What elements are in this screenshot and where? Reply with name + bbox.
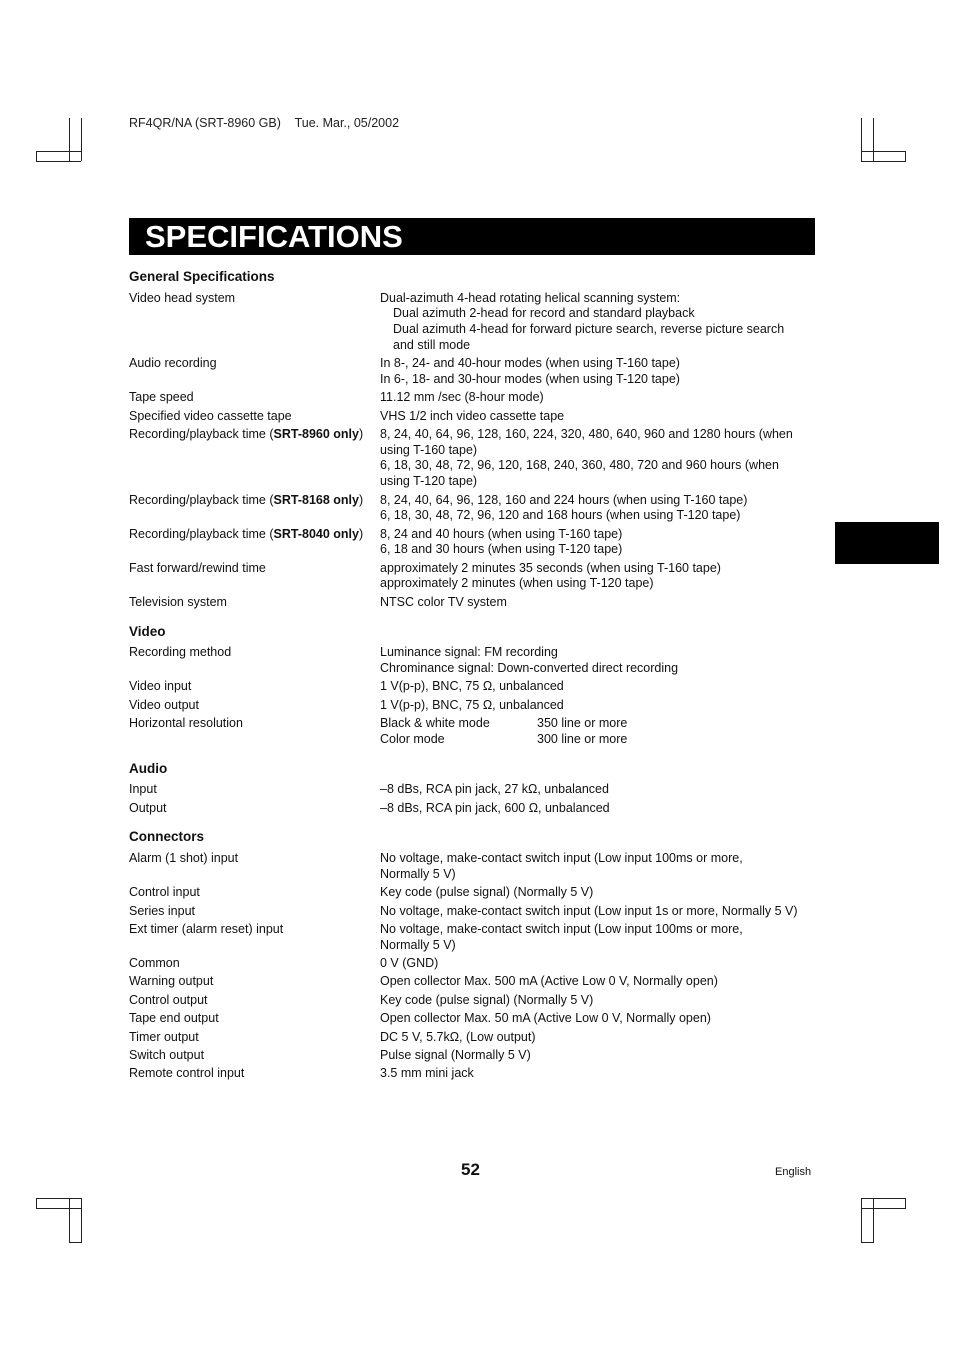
spec-row-warning-output bbox=[129, 974, 819, 990]
spec-row-common bbox=[129, 956, 819, 972]
spec-value: Open collector Max. 500 mA (Active Low 0 V, Normally open) bbox=[380, 974, 718, 989]
spec-row-remote-control-input bbox=[129, 1066, 819, 1082]
spec-label-text: ) bbox=[358, 492, 364, 507]
spec-label: Warning output bbox=[129, 974, 214, 989]
spec-row-control-output bbox=[129, 993, 819, 1009]
spec-value-line: Dual-azimuth 4-head rotating helical scanning system: bbox=[380, 290, 681, 305]
spec-value-line: In 8-, 24- and 40-hour modes (when using T-160 tape) bbox=[380, 356, 680, 371]
spec-row-ext-timer-input bbox=[129, 922, 819, 953]
spec-value-line: No voltage, make-contact switch input (Low input 100ms or more, bbox=[380, 921, 743, 936]
section-heading-video: Video bbox=[129, 623, 166, 639]
spec-value-line: 6, 18 and 30 hours (when using T-120 tape) bbox=[380, 542, 623, 557]
spec-row-rec-time-8040 bbox=[129, 527, 819, 558]
spec-value bbox=[380, 493, 819, 524]
spec-label: Control output bbox=[129, 992, 208, 1007]
spec-value-line: approximately 2 minutes (when using T-120 tape) bbox=[380, 576, 654, 591]
spec-label bbox=[129, 493, 380, 524]
mode-value: 300 line or more bbox=[537, 731, 628, 746]
spec-row-video-output bbox=[129, 698, 819, 714]
spec-value: 3.5 mm mini jack bbox=[380, 1066, 474, 1081]
spec-row-audio-input bbox=[129, 782, 819, 798]
spec-row-tv-system bbox=[129, 595, 819, 611]
spec-value-line: Normally 5 V) bbox=[380, 937, 456, 952]
spec-label: Output bbox=[129, 800, 167, 815]
mode-label: Color mode bbox=[380, 731, 445, 746]
spec-value bbox=[380, 427, 819, 490]
spec-value bbox=[380, 561, 819, 592]
spec-label: Timer output bbox=[129, 1029, 199, 1044]
spec-label: Video output bbox=[129, 697, 199, 712]
spec-value-line: 6, 18, 30, 48, 72, 96, 120 and 168 hours (when using T-120 tape) bbox=[380, 508, 741, 523]
spec-label: Recording method bbox=[129, 645, 232, 660]
spec-label: Fast forward/rewind time bbox=[129, 560, 266, 575]
section-heading-general: General Specifications bbox=[129, 269, 275, 284]
spec-label: Audio recording bbox=[129, 356, 217, 371]
spec-value bbox=[380, 645, 819, 676]
spec-value-line: Dual azimuth 4-head for forward picture search, reverse picture search bbox=[393, 322, 785, 337]
spec-row-rec-time-8960 bbox=[129, 427, 819, 490]
crop-mark-top-left-h bbox=[36, 151, 81, 162]
spec-label: Remote control input bbox=[129, 1066, 245, 1081]
spec-value-line: approximately 2 minutes 35 seconds (when using T-160 tape) bbox=[380, 560, 721, 575]
spec-label-text: Recording/playback time ( bbox=[129, 526, 274, 541]
section-tab-marker bbox=[835, 522, 939, 564]
section-heading-connectors: Connectors bbox=[129, 829, 205, 845]
spec-row-timer-output bbox=[129, 1030, 819, 1046]
spec-row-series-input bbox=[129, 904, 819, 920]
page-title: SPECIFICATIONS bbox=[129, 218, 815, 255]
spec-value-line: 8, 24 and 40 hours (when using T-160 tape) bbox=[380, 526, 623, 541]
spec-value-line: No voltage, make-contact switch input (Low input 100ms or more, bbox=[380, 851, 743, 866]
spec-row-audio-output bbox=[129, 801, 819, 817]
spec-label-text: Recording/playback time ( bbox=[129, 427, 274, 442]
spec-row-rec-time-8168 bbox=[129, 493, 819, 524]
spec-label-text: ) bbox=[358, 526, 364, 541]
resolution-subrow bbox=[380, 732, 819, 748]
spec-label: Specified video cassette tape bbox=[129, 408, 292, 423]
spec-value-line: 8, 24, 40, 64, 96, 128, 160, 224, 320, 480, 640, 960 and 1280 hours (when bbox=[380, 427, 793, 442]
spec-row-horizontal-resolution bbox=[129, 716, 819, 747]
spec-row-alarm-input bbox=[129, 851, 819, 882]
spec-value: –8 dBs, RCA pin jack, 27 kΩ, unbalanced bbox=[380, 782, 609, 797]
spec-value-line: 8, 24, 40, 64, 96, 128, 160 and 224 hours (when using T-160 tape) bbox=[380, 492, 748, 507]
spec-value-line: In 6-, 18- and 30-hour modes (when using T-120 tape) bbox=[380, 371, 680, 386]
resolution-subrow bbox=[380, 716, 819, 732]
spec-content bbox=[129, 269, 819, 1085]
spec-label bbox=[129, 427, 380, 490]
spec-value: Pulse signal (Normally 5 V) bbox=[380, 1047, 531, 1062]
spec-value bbox=[380, 716, 819, 747]
spec-label: Alarm (1 shot) input bbox=[129, 851, 239, 866]
spec-value-line: Chrominance signal: Down-converted direct recording bbox=[380, 660, 679, 675]
spec-label: Tape speed bbox=[129, 390, 194, 405]
model-name: SRT-8168 only bbox=[273, 492, 359, 507]
spec-value bbox=[380, 527, 819, 558]
spec-label: Common bbox=[129, 956, 180, 971]
crop-mark-bottom-right-v bbox=[861, 1198, 874, 1243]
spec-value-line: using T-160 tape) bbox=[380, 442, 478, 457]
spec-value: 11.12 mm /sec (8-hour mode) bbox=[380, 390, 544, 405]
spec-label: Series input bbox=[129, 903, 196, 918]
section-heading-audio: Audio bbox=[129, 760, 168, 776]
spec-value-line: 6, 18, 30, 48, 72, 96, 120, 168, 240, 360, 480, 720 and 960 hours (when bbox=[380, 458, 779, 473]
spec-row-control-input bbox=[129, 885, 819, 901]
spec-value: Key code (pulse signal) (Normally 5 V) bbox=[380, 992, 594, 1007]
crop-mark-top-right-h bbox=[861, 151, 906, 162]
spec-value: Open collector Max. 50 mA (Active Low 0 V, Normally open) bbox=[380, 1011, 711, 1026]
document-reference: RF4QR/NA (SRT-8960 GB) Tue. Mar., 05/2002 bbox=[129, 116, 400, 130]
page-number: 52 bbox=[461, 1160, 480, 1179]
spec-label: Switch output bbox=[129, 1047, 205, 1062]
spec-value-line: Luminance signal: FM recording bbox=[380, 645, 558, 660]
spec-value-line: using T-120 tape) bbox=[380, 474, 478, 489]
mode-label: Black & white mode bbox=[380, 716, 490, 731]
spec-value bbox=[380, 851, 819, 882]
spec-label: Control input bbox=[129, 885, 200, 900]
spec-row-video-input bbox=[129, 679, 819, 695]
spec-row-recording-method bbox=[129, 645, 819, 676]
spec-value: VHS 1/2 inch video cassette tape bbox=[380, 408, 565, 423]
spec-row-tape-end-output bbox=[129, 1011, 819, 1027]
spec-value: No voltage, make-contact switch input (Low input 1s or more, Normally 5 V) bbox=[380, 903, 798, 918]
model-name: SRT-8960 only bbox=[273, 427, 359, 442]
model-name: SRT-8040 only bbox=[273, 526, 359, 541]
spec-value: 0 V (GND) bbox=[380, 956, 439, 971]
spec-value bbox=[380, 922, 819, 953]
spec-row-switch-output bbox=[129, 1048, 819, 1064]
spec-row-tape-speed bbox=[129, 390, 819, 406]
spec-row-cassette bbox=[129, 409, 819, 425]
spec-value: –8 dBs, RCA pin jack, 600 Ω, unbalanced bbox=[380, 800, 610, 815]
spec-row-ff-rewind bbox=[129, 561, 819, 592]
spec-row-audio-recording bbox=[129, 356, 819, 387]
spec-value bbox=[380, 356, 819, 387]
spec-label: Video head system bbox=[129, 290, 236, 305]
spec-label bbox=[129, 527, 380, 558]
spec-row-video-head bbox=[129, 291, 819, 354]
spec-value bbox=[380, 291, 819, 354]
language-label: English bbox=[775, 1166, 812, 1178]
spec-value: 1 V(p-p), BNC, 75 Ω, unbalanced bbox=[380, 679, 564, 694]
spec-label: Input bbox=[129, 782, 157, 797]
mode-value: 350 line or more bbox=[537, 716, 628, 731]
spec-value: 1 V(p-p), BNC, 75 Ω, unbalanced bbox=[380, 697, 564, 712]
spec-label: Tape end output bbox=[129, 1011, 219, 1026]
spec-label: Television system bbox=[129, 594, 227, 609]
spec-value: NTSC color TV system bbox=[380, 594, 507, 609]
spec-value-line: Normally 5 V) bbox=[380, 866, 456, 881]
spec-label-text: Recording/playback time ( bbox=[129, 492, 274, 507]
spec-label: Ext timer (alarm reset) input bbox=[129, 921, 284, 936]
spec-label-text: ) bbox=[358, 427, 364, 442]
spec-value-line: Dual azimuth 2-head for record and standard playback bbox=[393, 306, 695, 321]
spec-label: Horizontal resolution bbox=[129, 716, 243, 731]
spec-value: DC 5 V, 5.7kΩ, (Low output) bbox=[380, 1029, 536, 1044]
spec-value-line: and still mode bbox=[393, 337, 471, 352]
crop-mark-bottom-left-v bbox=[69, 1198, 82, 1243]
spec-label: Video input bbox=[129, 679, 192, 694]
spec-value: Key code (pulse signal) (Normally 5 V) bbox=[380, 885, 594, 900]
